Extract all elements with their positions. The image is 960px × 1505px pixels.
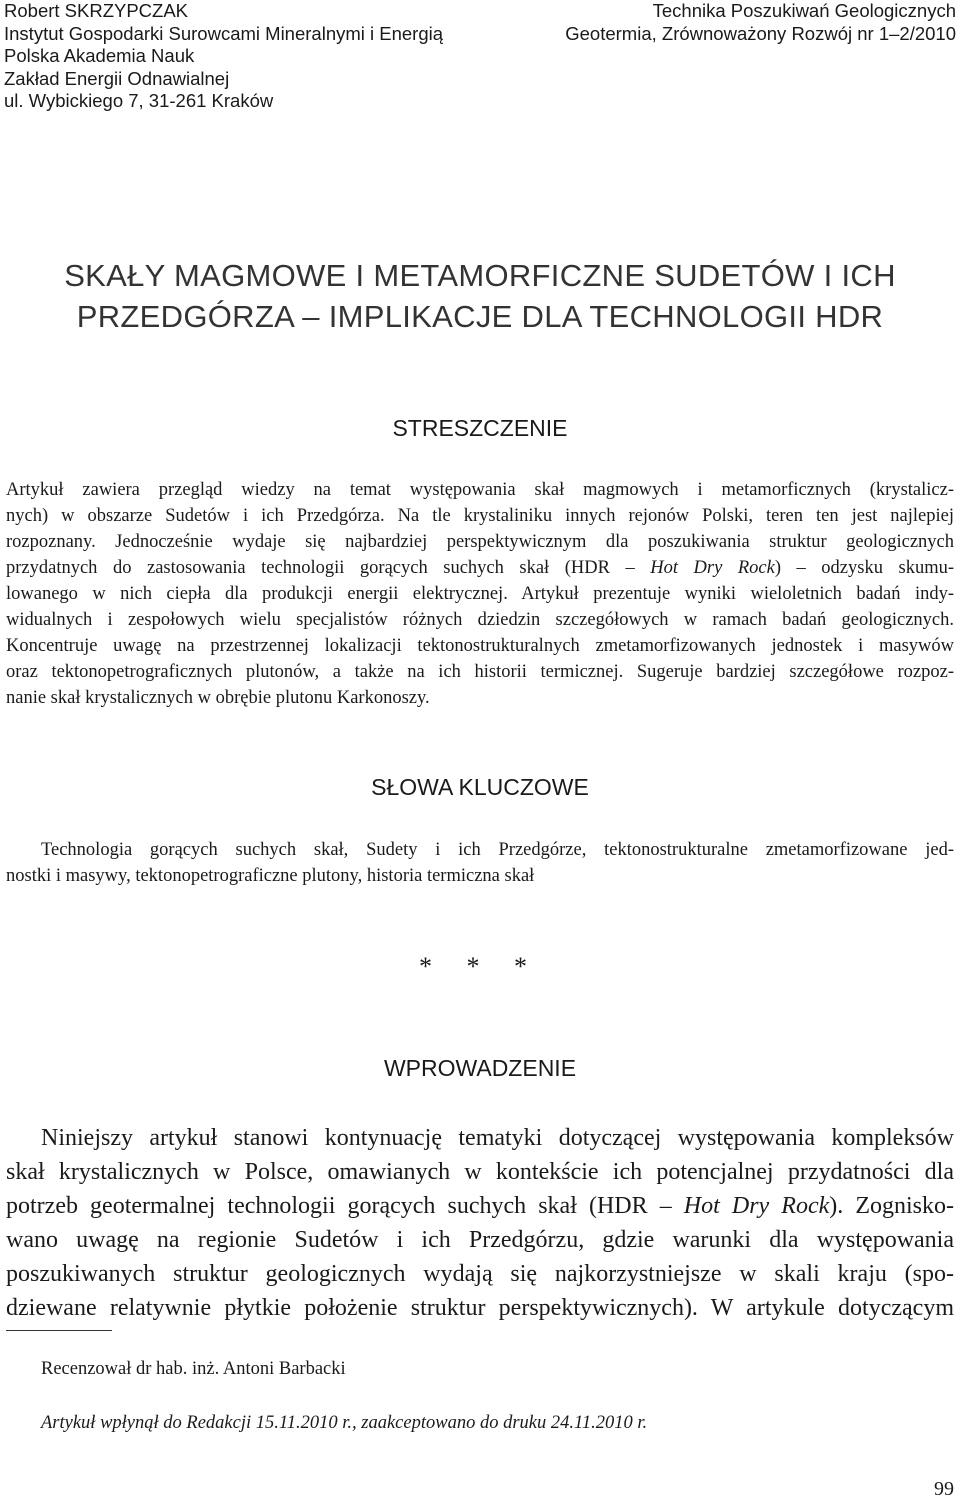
institute-name: Instytut Gospodarki Surowcami Mineralnymi i Energią <box>4 22 444 44</box>
keywords-heading: SŁOWA KLUCZOWE <box>371 774 589 800</box>
reviewer-note: Recenzował dr hab. inż. Antoni Barbacki <box>41 1359 346 1379</box>
article-title <box>0 255 960 337</box>
abstract-line: rozpoznany. Jednocześnie wydaje się najbardziej perspektywicznym dla poszukiwania struktur geologicznych <box>6 532 954 552</box>
intro-italic-term: Hot Dry Rock <box>683 1193 830 1219</box>
intro-line: dziewane relatywnie płytkie położenie struktur perspektywicznych). W artykule dotyczącym <box>6 1295 954 1321</box>
abstract-line: lowanego w nich ciepła dla produkcji energii elektrycznej. Artykuł prezentuje wyniki wieloletnich badań indy- <box>6 584 954 604</box>
abstract-line <box>6 555 954 581</box>
title-line-2: PRZEDGÓRZA – IMPLIKACJE DLA TECHNOLOGII HDR <box>76 299 884 334</box>
introduction-heading: WPROWADZENIE <box>383 1055 577 1081</box>
intro-line: Niniejszy artykuł stanowi kontynuację tematyki dotyczącej występowania kompleksów <box>41 1125 954 1151</box>
abstract-line: oraz tektonopetrograficznych plutonów, a także na ich historii termicznej. Sugeruje bardziej szczegółowe rozpoz- <box>6 662 954 682</box>
intro-text: ). Zognisko- <box>829 1193 955 1219</box>
keywords-line: Technologia gorących suchych skał, Sudety i ich Przedgórze, tektonostrukturalne zmetamorfizowane jed- <box>41 840 954 860</box>
intro-line: wano uwagę na regionie Sudetów i ich Przedgórzu, gdzie warunki dla występowania <box>6 1227 954 1253</box>
department-name: Zakład Energii Odnawialnej <box>4 67 230 89</box>
author-name: Robert SKRZYPCZAK <box>4 0 189 21</box>
intro-line: poszukiwanych struktur geologicznych wydają się najkorzystniejsze w skali kraju (spo- <box>6 1261 954 1287</box>
academy-name: Polska Akademia Nauk <box>4 45 195 66</box>
abstract-line: Artykuł zawiera przegląd wiedzy na temat występowania skał magmowych i metamorficznych (krystalicz- <box>6 480 954 500</box>
section-separator: * * * <box>419 952 541 981</box>
journal-info-block <box>565 0 956 45</box>
submission-dates-note: Artykuł wpłynął do Redakcji 15.11.2010 r., zaakceptowano do druku 24.11.2010 r. <box>41 1413 648 1433</box>
abstract-line: nanie skał krystalicznych w obrębie plutonu Karkonoszy. <box>6 688 430 708</box>
abstract-heading: STRESZCZENIE <box>392 415 568 441</box>
abstract-line: widualnych i zespołowych wielu specjalistów różnych dziedzin szczegółowych w ramach badań geologicznych. <box>6 610 954 630</box>
abstract-text: przydatnych do zastosowania technologii gorących suchych skał (HDR – <box>6 558 651 578</box>
intro-line <box>6 1189 954 1223</box>
title-line-1: SKAŁY MAGMOWE I METAMORFICZNE SUDETÓW I ICH <box>64 258 896 293</box>
abstract-text: ) – odzysku skumu- <box>774 558 954 578</box>
keywords-line: nostki i masywy, tektonopetrograficzne plutony, historia termiczna skał <box>6 866 535 886</box>
journal-issue: Geotermia, Zrównoważony Rozwój nr 1–2/2010 <box>565 22 956 44</box>
intro-line: skał krystalicznych w Polsce, omawianych w kontekście ich potencjalnej przydatności dla <box>6 1159 954 1185</box>
intro-text: potrzeb geotermalnej technologii gorących suchych skał (HDR – <box>6 1193 684 1219</box>
footnote-divider <box>6 1330 112 1331</box>
page-number: 99 <box>934 1478 954 1500</box>
abstract-line: Koncentruje uwagę na przestrzennej lokalizacji tektonostrukturalnych zmetamorfizowanych jednostek i masywów <box>6 636 954 656</box>
abstract-line: nych) w obszarze Sudetów i ich Przedgórza. Na tle krystaliniku innych rejonów Polski, teren ten jest najlepiej <box>6 506 954 526</box>
abstract-italic-term: Hot Dry Rock <box>650 558 775 578</box>
author-affiliation-block <box>4 0 443 113</box>
journal-name: Technika Poszukiwań Geologicznych <box>652 0 956 21</box>
address: ul. Wybickiego 7, 31-261 Kraków <box>4 90 274 111</box>
